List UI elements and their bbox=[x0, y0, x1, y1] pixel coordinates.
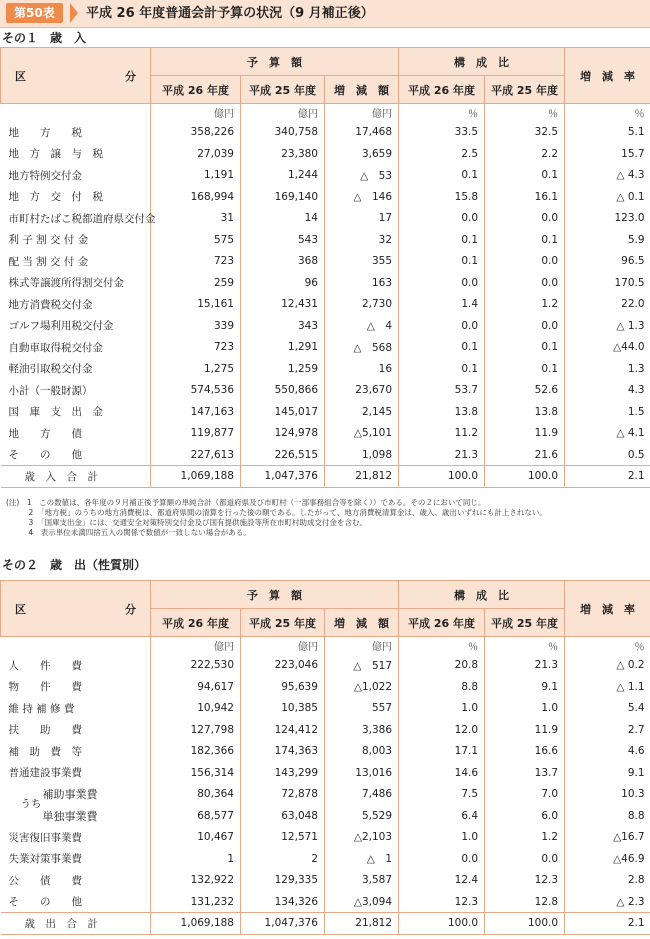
unit-label: 億円 bbox=[151, 637, 241, 655]
row-label: 軽油引取税交付金 bbox=[8, 363, 93, 376]
total-value: 1,047,376 bbox=[241, 913, 325, 935]
cell-value: 1.4 bbox=[399, 294, 485, 316]
table-row bbox=[1, 380, 650, 402]
cell-value: 3,386 bbox=[325, 719, 399, 741]
header-zougen-gaku: 増 減 額 bbox=[325, 609, 399, 637]
unit-label: ％ bbox=[565, 637, 650, 655]
total-value: 1,069,188 bbox=[151, 466, 241, 488]
cell-value: 16 bbox=[325, 358, 399, 380]
cell-value: 343 bbox=[241, 315, 325, 337]
cell-value: 21.3 bbox=[399, 444, 485, 466]
header-h26: 平成 26 年度 bbox=[151, 609, 241, 637]
table-row bbox=[1, 272, 650, 294]
footnote: 4 表示単位未満四捨五入の関係で数値が一致しない場合がある。 bbox=[6, 528, 251, 537]
cell-value: 340,758 bbox=[241, 122, 325, 144]
cell-value: 127,798 bbox=[151, 719, 241, 741]
header-k25: 平成 25 年度 bbox=[485, 609, 565, 637]
header-zougen-gaku: 増 減 額 bbox=[325, 76, 399, 104]
cell-value: △3,094 bbox=[325, 891, 399, 913]
unit-label: 億円 bbox=[241, 104, 325, 122]
cell-value: 368 bbox=[241, 251, 325, 273]
cell-value: 10,942 bbox=[151, 698, 241, 720]
cell-value: 182,366 bbox=[151, 741, 241, 763]
total-value: 1,069,188 bbox=[151, 913, 241, 935]
cell-value: 339 bbox=[151, 315, 241, 337]
cell-value: 168,994 bbox=[151, 186, 241, 208]
cell-value: 94,617 bbox=[151, 676, 241, 698]
row-label: ゴルフ場利用税交付金 bbox=[8, 320, 114, 333]
cell-value: 12.0 bbox=[399, 719, 485, 741]
cell-value: 2,730 bbox=[325, 294, 399, 316]
cell-value: △1,022 bbox=[325, 676, 399, 698]
cell-value: 52.6 bbox=[485, 380, 565, 402]
cell-value: 10.3 bbox=[565, 784, 650, 806]
table-row bbox=[1, 229, 650, 251]
row-label: 補 助 費 等 bbox=[8, 745, 82, 758]
cell-value: 27,039 bbox=[151, 143, 241, 165]
cell-value: 174,363 bbox=[241, 741, 325, 763]
cell-value: 12.3 bbox=[399, 891, 485, 913]
cell-value: 0.0 bbox=[399, 208, 485, 230]
row-label: 自動車取得税交付金 bbox=[8, 341, 103, 354]
cell-value: 358,226 bbox=[151, 122, 241, 144]
cell-value: 0.1 bbox=[399, 229, 485, 251]
unit-row bbox=[1, 104, 650, 122]
header-yosan: 予 算 額 bbox=[151, 581, 399, 609]
total-value: 21,812 bbox=[325, 466, 399, 488]
header-h25: 平成 25 年度 bbox=[241, 609, 325, 637]
cell-value: 6.4 bbox=[399, 805, 485, 827]
cell-value: 147,163 bbox=[151, 401, 241, 423]
cell-value: 96 bbox=[241, 272, 325, 294]
cell-value: 1,275 bbox=[151, 358, 241, 380]
cell-value: 1.0 bbox=[399, 698, 485, 720]
unit-label: ％ bbox=[399, 104, 485, 122]
cell-value: 7,486 bbox=[325, 784, 399, 806]
cell-value: 574,536 bbox=[151, 380, 241, 402]
unit-label: ％ bbox=[485, 637, 565, 655]
cell-value: 0.1 bbox=[399, 358, 485, 380]
header-k25: 平成 25 年度 bbox=[485, 76, 565, 104]
cell-value: 226,515 bbox=[241, 444, 325, 466]
cell-value: 0.5 bbox=[565, 444, 650, 466]
cell-value: 9.1 bbox=[565, 762, 650, 784]
cell-value: 0.1 bbox=[399, 251, 485, 273]
unit-blank bbox=[1, 104, 151, 122]
cell-value: 12.8 bbox=[485, 891, 565, 913]
cell-value: △44.0 bbox=[565, 337, 650, 359]
cell-value: 2,145 bbox=[325, 401, 399, 423]
cell-value: 16.6 bbox=[485, 741, 565, 763]
cell-value: 10,385 bbox=[241, 698, 325, 720]
cell-value: 557 bbox=[325, 698, 399, 720]
cell-value: 32 bbox=[325, 229, 399, 251]
cell-value: 8,003 bbox=[325, 741, 399, 763]
total-value: 100.0 bbox=[485, 913, 565, 935]
unit-label: ％ bbox=[399, 637, 485, 655]
footnote: (注) 1 この数値は、各年度の９月補正後予算額の単純合計（都道府県及び市町村（一部事務組合等を除く））である。その２において同じ。 bbox=[6, 498, 486, 507]
row-label: うち 補助事業費 bbox=[20, 788, 98, 811]
cell-value: 124,978 bbox=[241, 423, 325, 445]
unit-row bbox=[1, 637, 650, 655]
cell-value: △46.9 bbox=[565, 848, 650, 870]
cell-value: 8.8 bbox=[565, 805, 650, 827]
table-row bbox=[1, 762, 650, 784]
total-value: 100.0 bbox=[485, 466, 565, 488]
cell-value: 2.7 bbox=[565, 719, 650, 741]
unit-label: 億円 bbox=[151, 104, 241, 122]
total-value: 100.0 bbox=[399, 466, 485, 488]
cell-value: 1,098 bbox=[325, 444, 399, 466]
header-k26: 平成 26 年度 bbox=[399, 609, 485, 637]
cell-value: 1.5 bbox=[565, 401, 650, 423]
cell-value: △ 0.2 bbox=[565, 655, 650, 677]
footnote: 2 「地方税」のうちの地方消費税は、都道府県間の清算を行った後の額である。したがって、地方消費税清算金は、歳入、歳出いずれにも計上されない。 bbox=[6, 508, 547, 517]
row-label: 地 方 債 bbox=[8, 427, 82, 440]
cell-value: 222,530 bbox=[151, 655, 241, 677]
total-value: 21,812 bbox=[325, 913, 399, 935]
cell-value: 16.1 bbox=[485, 186, 565, 208]
table-row bbox=[1, 444, 650, 466]
cell-value: 259 bbox=[151, 272, 241, 294]
table-row bbox=[1, 165, 650, 187]
row-label: 単独事業費 bbox=[42, 809, 98, 823]
cell-value: 0.0 bbox=[485, 251, 565, 273]
cell-value: 5.1 bbox=[565, 122, 650, 144]
cell-value: 15,161 bbox=[151, 294, 241, 316]
cell-value: 170.5 bbox=[565, 272, 650, 294]
cell-value: △ 1.3 bbox=[565, 315, 650, 337]
total-value: 2.1 bbox=[565, 913, 650, 935]
cell-value: 4.3 bbox=[565, 380, 650, 402]
cell-value: △ 4.3 bbox=[565, 165, 650, 187]
cell-value: 63,048 bbox=[241, 805, 325, 827]
cell-value: 1.0 bbox=[485, 698, 565, 720]
cell-value: △16.7 bbox=[565, 827, 650, 849]
footnote: 3 「国庫支出金」には、交通安全対策特別交付金及び国有提供施設等所在市町村助成交付金を含む。 bbox=[6, 518, 368, 527]
cell-value: 11.9 bbox=[485, 719, 565, 741]
cell-value: 23,380 bbox=[241, 143, 325, 165]
header-zougen-ritsu: 増 減 率 bbox=[565, 48, 650, 104]
row-label: そ の 他 bbox=[8, 449, 82, 461]
cell-value: 95,639 bbox=[241, 676, 325, 698]
table-row bbox=[1, 891, 650, 913]
total-value: 2.1 bbox=[565, 466, 650, 488]
table-row bbox=[1, 741, 650, 763]
table-row bbox=[1, 315, 650, 337]
revenue-table bbox=[0, 47, 650, 488]
unit-label: ％ bbox=[485, 104, 565, 122]
cell-value: 223,046 bbox=[241, 655, 325, 677]
cell-value: 15.8 bbox=[399, 186, 485, 208]
cell-value: 68,577 bbox=[151, 805, 241, 827]
total-row bbox=[1, 466, 650, 488]
unit-label: 億円 bbox=[241, 637, 325, 655]
row-label: 地 方 交 付 税 bbox=[8, 191, 103, 204]
cell-value: 123.0 bbox=[565, 208, 650, 230]
cell-value: △ 1 bbox=[325, 848, 399, 870]
row-label: そ の 他 bbox=[8, 896, 82, 908]
header-zougen-ritsu: 増 減 率 bbox=[565, 581, 650, 637]
cell-value: 0.1 bbox=[399, 337, 485, 359]
uchi-label: うち bbox=[20, 798, 42, 811]
cell-value: 7.5 bbox=[399, 784, 485, 806]
cell-value: 21.3 bbox=[485, 655, 565, 677]
row-label: 地方特例交付金 bbox=[8, 169, 82, 182]
cell-value: 0.1 bbox=[485, 229, 565, 251]
cell-value: 22.0 bbox=[565, 294, 650, 316]
header-k26: 平成 26 年度 bbox=[399, 76, 485, 104]
cell-value: 0.0 bbox=[485, 272, 565, 294]
row-label: 扶 助 費 bbox=[8, 724, 82, 737]
cell-value: △ 0.1 bbox=[565, 186, 650, 208]
footnotes bbox=[6, 498, 646, 538]
cell-value: 119,877 bbox=[151, 423, 241, 445]
cell-value: 0.0 bbox=[485, 848, 565, 870]
row-label: 地方消費税交付金 bbox=[8, 298, 93, 311]
cell-value: 80,364 bbox=[151, 784, 241, 806]
cell-value: 6.0 bbox=[485, 805, 565, 827]
cell-value: 227,613 bbox=[151, 444, 241, 466]
row-label: 公 債 費 bbox=[8, 874, 82, 887]
cell-value: 14.6 bbox=[399, 762, 485, 784]
header-kubun: 区 分 bbox=[1, 48, 151, 104]
cell-value: △ 1.1 bbox=[565, 676, 650, 698]
row-label: 失業対策事業費 bbox=[8, 853, 82, 866]
cell-value: 2.5 bbox=[399, 143, 485, 165]
cell-value: 5.4 bbox=[565, 698, 650, 720]
cell-value: △ 53 bbox=[325, 165, 399, 187]
header-kubun: 区 分 bbox=[1, 581, 151, 637]
cell-value: 1.3 bbox=[565, 358, 650, 380]
row-label: 人 件 費 bbox=[8, 659, 82, 672]
table-row bbox=[1, 122, 650, 144]
total-row bbox=[1, 913, 650, 935]
cell-value: 5.9 bbox=[565, 229, 650, 251]
header-h26: 平成 26 年度 bbox=[151, 76, 241, 104]
badge-arrow-icon bbox=[70, 3, 78, 23]
cell-value: 72,878 bbox=[241, 784, 325, 806]
total-value: 100.0 bbox=[399, 913, 485, 935]
cell-value: 13.8 bbox=[399, 401, 485, 423]
cell-value: △ 517 bbox=[325, 655, 399, 677]
table-row bbox=[1, 294, 650, 316]
table-row bbox=[1, 827, 650, 849]
cell-value: 21.6 bbox=[485, 444, 565, 466]
row-label: 市町村たばこ税都道府県交付金 bbox=[8, 212, 156, 225]
cell-value: 145,017 bbox=[241, 401, 325, 423]
cell-value: △ 4.1 bbox=[565, 423, 650, 445]
cell-value: △ 2.3 bbox=[565, 891, 650, 913]
cell-value: 1.0 bbox=[399, 827, 485, 849]
cell-value: 0.0 bbox=[485, 315, 565, 337]
table-row bbox=[1, 186, 650, 208]
cell-value: 143,299 bbox=[241, 762, 325, 784]
table-row bbox=[1, 208, 650, 230]
unit-blank bbox=[1, 637, 151, 655]
cell-value: △2,103 bbox=[325, 827, 399, 849]
cell-value: 723 bbox=[151, 251, 241, 273]
cell-value: 0.1 bbox=[485, 337, 565, 359]
cell-value: 32.5 bbox=[485, 122, 565, 144]
cell-value: 11.2 bbox=[399, 423, 485, 445]
cell-value: 15.7 bbox=[565, 143, 650, 165]
cell-value: 543 bbox=[241, 229, 325, 251]
unit-label: ％ bbox=[565, 104, 650, 122]
cell-value: △ 4 bbox=[325, 315, 399, 337]
cell-value: 53.7 bbox=[399, 380, 485, 402]
total-label: 歳 出 合 計 bbox=[1, 913, 151, 935]
cell-value: △5,101 bbox=[325, 423, 399, 445]
cell-value: 0.0 bbox=[399, 848, 485, 870]
cell-value: 14 bbox=[241, 208, 325, 230]
cell-value: 9.1 bbox=[485, 676, 565, 698]
unit-label: 億円 bbox=[325, 104, 399, 122]
cell-value: 1,291 bbox=[241, 337, 325, 359]
cell-value: 5,529 bbox=[325, 805, 399, 827]
row-label: 地 方 譲 与 税 bbox=[8, 148, 103, 161]
table-row bbox=[1, 805, 650, 827]
table-row bbox=[1, 676, 650, 698]
total-value: 1,047,376 bbox=[241, 466, 325, 488]
cell-value: 0.0 bbox=[399, 315, 485, 337]
cell-value: 1.2 bbox=[485, 827, 565, 849]
table-row bbox=[1, 655, 650, 677]
cell-value: 8.8 bbox=[399, 676, 485, 698]
row-label: 維 持 補 修 費 bbox=[8, 702, 75, 715]
cell-value: 13.7 bbox=[485, 762, 565, 784]
cell-value: 0.1 bbox=[399, 165, 485, 187]
cell-value: 1 bbox=[151, 848, 241, 870]
table-row bbox=[1, 423, 650, 445]
cell-value: 0.1 bbox=[485, 358, 565, 380]
header-kousei: 構 成 比 bbox=[399, 48, 565, 76]
row-label: 災害復旧事業費 bbox=[8, 831, 82, 844]
table-row bbox=[1, 698, 650, 720]
cell-value: 3,587 bbox=[325, 870, 399, 892]
row-label: 物 件 費 bbox=[8, 681, 82, 694]
cell-value: 129,335 bbox=[241, 870, 325, 892]
row-label: 地 方 税 bbox=[8, 126, 82, 139]
table-number-badge: 第50表 bbox=[6, 3, 63, 23]
row-label: 小計（一般財源） bbox=[8, 384, 93, 397]
cell-value: 0.1 bbox=[485, 165, 565, 187]
cell-value: 169,140 bbox=[241, 186, 325, 208]
cell-value: 1,191 bbox=[151, 165, 241, 187]
cell-value: 132,922 bbox=[151, 870, 241, 892]
cell-value: 23,670 bbox=[325, 380, 399, 402]
cell-value: 17,468 bbox=[325, 122, 399, 144]
cell-value: 3,659 bbox=[325, 143, 399, 165]
expenditure-table bbox=[0, 580, 650, 935]
cell-value: 12,571 bbox=[241, 827, 325, 849]
cell-value: 156,314 bbox=[151, 762, 241, 784]
row-label: 国 庫 支 出 金 bbox=[8, 406, 103, 419]
cell-value: 96.5 bbox=[565, 251, 650, 273]
table-row bbox=[1, 401, 650, 423]
table-row bbox=[1, 848, 650, 870]
cell-value: 20.8 bbox=[399, 655, 485, 677]
cell-value: 0.0 bbox=[485, 208, 565, 230]
cell-value: 2 bbox=[241, 848, 325, 870]
row-label: 普通建設事業費 bbox=[8, 767, 82, 780]
table-row bbox=[1, 251, 650, 273]
cell-value: △ 146 bbox=[325, 186, 399, 208]
unit-label: 億円 bbox=[325, 637, 399, 655]
cell-value: 575 bbox=[151, 229, 241, 251]
row-label: 利 子 割 交 付 金 bbox=[8, 234, 89, 247]
table-row bbox=[1, 337, 650, 359]
header-yosan: 予 算 額 bbox=[151, 48, 399, 76]
row-label: 配 当 割 交 付 金 bbox=[8, 255, 89, 268]
cell-value: 1,259 bbox=[241, 358, 325, 380]
row-label: 株式等譲渡所得割交付金 bbox=[8, 277, 124, 290]
cell-value: 17 bbox=[325, 208, 399, 230]
total-label: 歳 入 合 計 bbox=[1, 466, 151, 488]
table-row bbox=[1, 358, 650, 380]
cell-value: 163 bbox=[325, 272, 399, 294]
cell-value: 0.0 bbox=[399, 272, 485, 294]
cell-value: 2.8 bbox=[565, 870, 650, 892]
section-1-heading: その１ 歳 入 bbox=[2, 31, 87, 45]
cell-value: 12.4 bbox=[399, 870, 485, 892]
cell-value: △ 568 bbox=[325, 337, 399, 359]
header-kousei: 構 成 比 bbox=[399, 581, 565, 609]
table-row bbox=[1, 143, 650, 165]
table-row bbox=[1, 870, 650, 892]
cell-value: 33.5 bbox=[399, 122, 485, 144]
cell-value: 17.1 bbox=[399, 741, 485, 763]
cell-value: 7.0 bbox=[485, 784, 565, 806]
cell-value: 134,326 bbox=[241, 891, 325, 913]
cell-value: 13.8 bbox=[485, 401, 565, 423]
page-title: 平成 26 年度普通会計予算の状況（9 月補正後） bbox=[86, 6, 374, 21]
cell-value: 4.6 bbox=[565, 741, 650, 763]
cell-value: 1.2 bbox=[485, 294, 565, 316]
cell-value: 1,244 bbox=[241, 165, 325, 187]
table-row bbox=[1, 784, 650, 806]
cell-value: 131,232 bbox=[151, 891, 241, 913]
cell-value: 11.9 bbox=[485, 423, 565, 445]
cell-value: 31 bbox=[151, 208, 241, 230]
cell-value: 723 bbox=[151, 337, 241, 359]
cell-value: 12,431 bbox=[241, 294, 325, 316]
section-2-heading: その２ 歳 出（性質別） bbox=[2, 558, 147, 572]
cell-value: 2.2 bbox=[485, 143, 565, 165]
cell-value: 12.3 bbox=[485, 870, 565, 892]
table-row bbox=[1, 719, 650, 741]
header-h25: 平成 25 年度 bbox=[241, 76, 325, 104]
cell-value: 10,467 bbox=[151, 827, 241, 849]
title-bar bbox=[0, 0, 650, 28]
cell-value: 355 bbox=[325, 251, 399, 273]
cell-value: 13,016 bbox=[325, 762, 399, 784]
cell-value: 124,412 bbox=[241, 719, 325, 741]
cell-value: 550,866 bbox=[241, 380, 325, 402]
